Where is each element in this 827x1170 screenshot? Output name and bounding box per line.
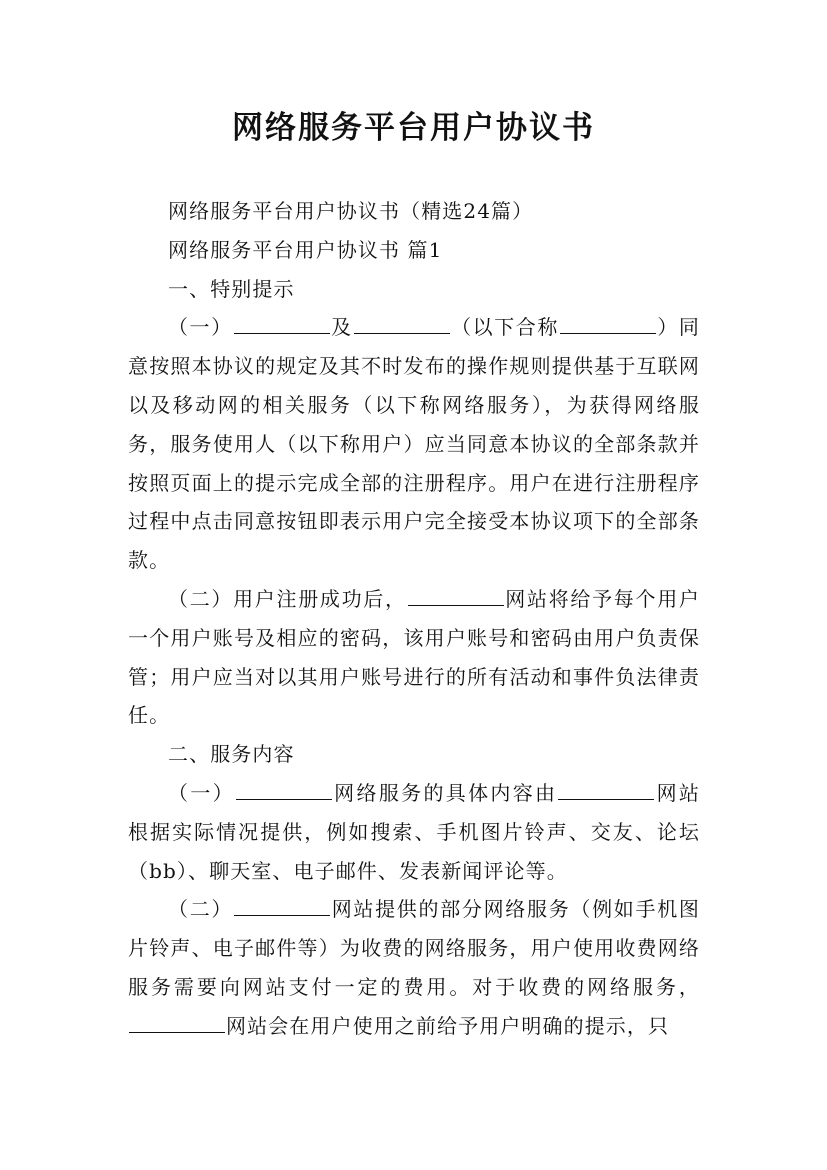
text-run: （一） xyxy=(168,315,233,340)
paragraph-s1-2 xyxy=(128,580,700,735)
fill-in-blank[interactable] xyxy=(408,585,504,606)
text-run: （一） xyxy=(168,780,235,805)
paragraph-s2-1 xyxy=(128,774,700,890)
text-run: ）同意按照本协议的规定及其不时发布的操作规则提供基于互联网以及移动网的相关服务（以下称网络服务），为获得网络服务，服务使用人（以下称用户）应当同意本协议的全部条款并按照页面上的提示完成全部的注册程序。用户在进行注册程序过程中点击同意按钮即表示用户完全接受本协议项下的全部条款。 xyxy=(128,315,700,573)
fill-in-blank[interactable] xyxy=(558,779,654,800)
fill-in-blank[interactable] xyxy=(234,895,330,916)
document-title: 网络服务平台用户协议书 xyxy=(232,110,595,146)
text-run: （二）用户注册成功后， xyxy=(168,586,407,611)
text-run: 网站根据实际情况提供，例如搜索、手机图片铃声、交友、论坛（bb）、聊天室、电子邮件、发表新闻评论等。 xyxy=(128,780,701,883)
text-run: 网络服务的具体内容由 xyxy=(332,780,558,805)
article-heading: 网络服务平台用户协议书 篇1 xyxy=(168,237,443,262)
text-run: 网站提供的部分网络服务（例如手机图片铃声、电子邮件等）为收费的网络服务，用户使用收费网络服务需要向网站支付一定的费用。对于收费的网络服务， xyxy=(128,897,700,999)
text-run: （以下合称 xyxy=(450,315,559,340)
text-run: （二） xyxy=(168,897,234,922)
subtitle: 网络服务平台用户协议书（精选24篇） xyxy=(168,199,534,223)
fill-in-blank[interactable] xyxy=(129,1012,225,1033)
document-body xyxy=(128,192,700,1046)
paragraph-s2-2 xyxy=(128,890,700,1045)
section-heading-1: 一、特别提示 xyxy=(168,276,295,301)
text-run: 及 xyxy=(330,315,353,340)
fill-in-blank[interactable] xyxy=(354,313,450,334)
section-heading-2: 二、服务内容 xyxy=(168,742,295,767)
fill-in-blank[interactable] xyxy=(234,313,330,334)
fill-in-blank[interactable] xyxy=(236,779,332,800)
text-run: 网站将给予每个用户一个用户账号及相应的密码，该用户账号和密码由用户负责保管；用户应当对以其用户账号进行的所有活动和事件负法律责任。 xyxy=(128,586,700,728)
fill-in-blank[interactable] xyxy=(560,313,656,334)
paragraph-s1-1 xyxy=(128,308,700,580)
text-run: 网站会在用户使用之前给予用户明确的提示，只 xyxy=(226,1013,670,1038)
